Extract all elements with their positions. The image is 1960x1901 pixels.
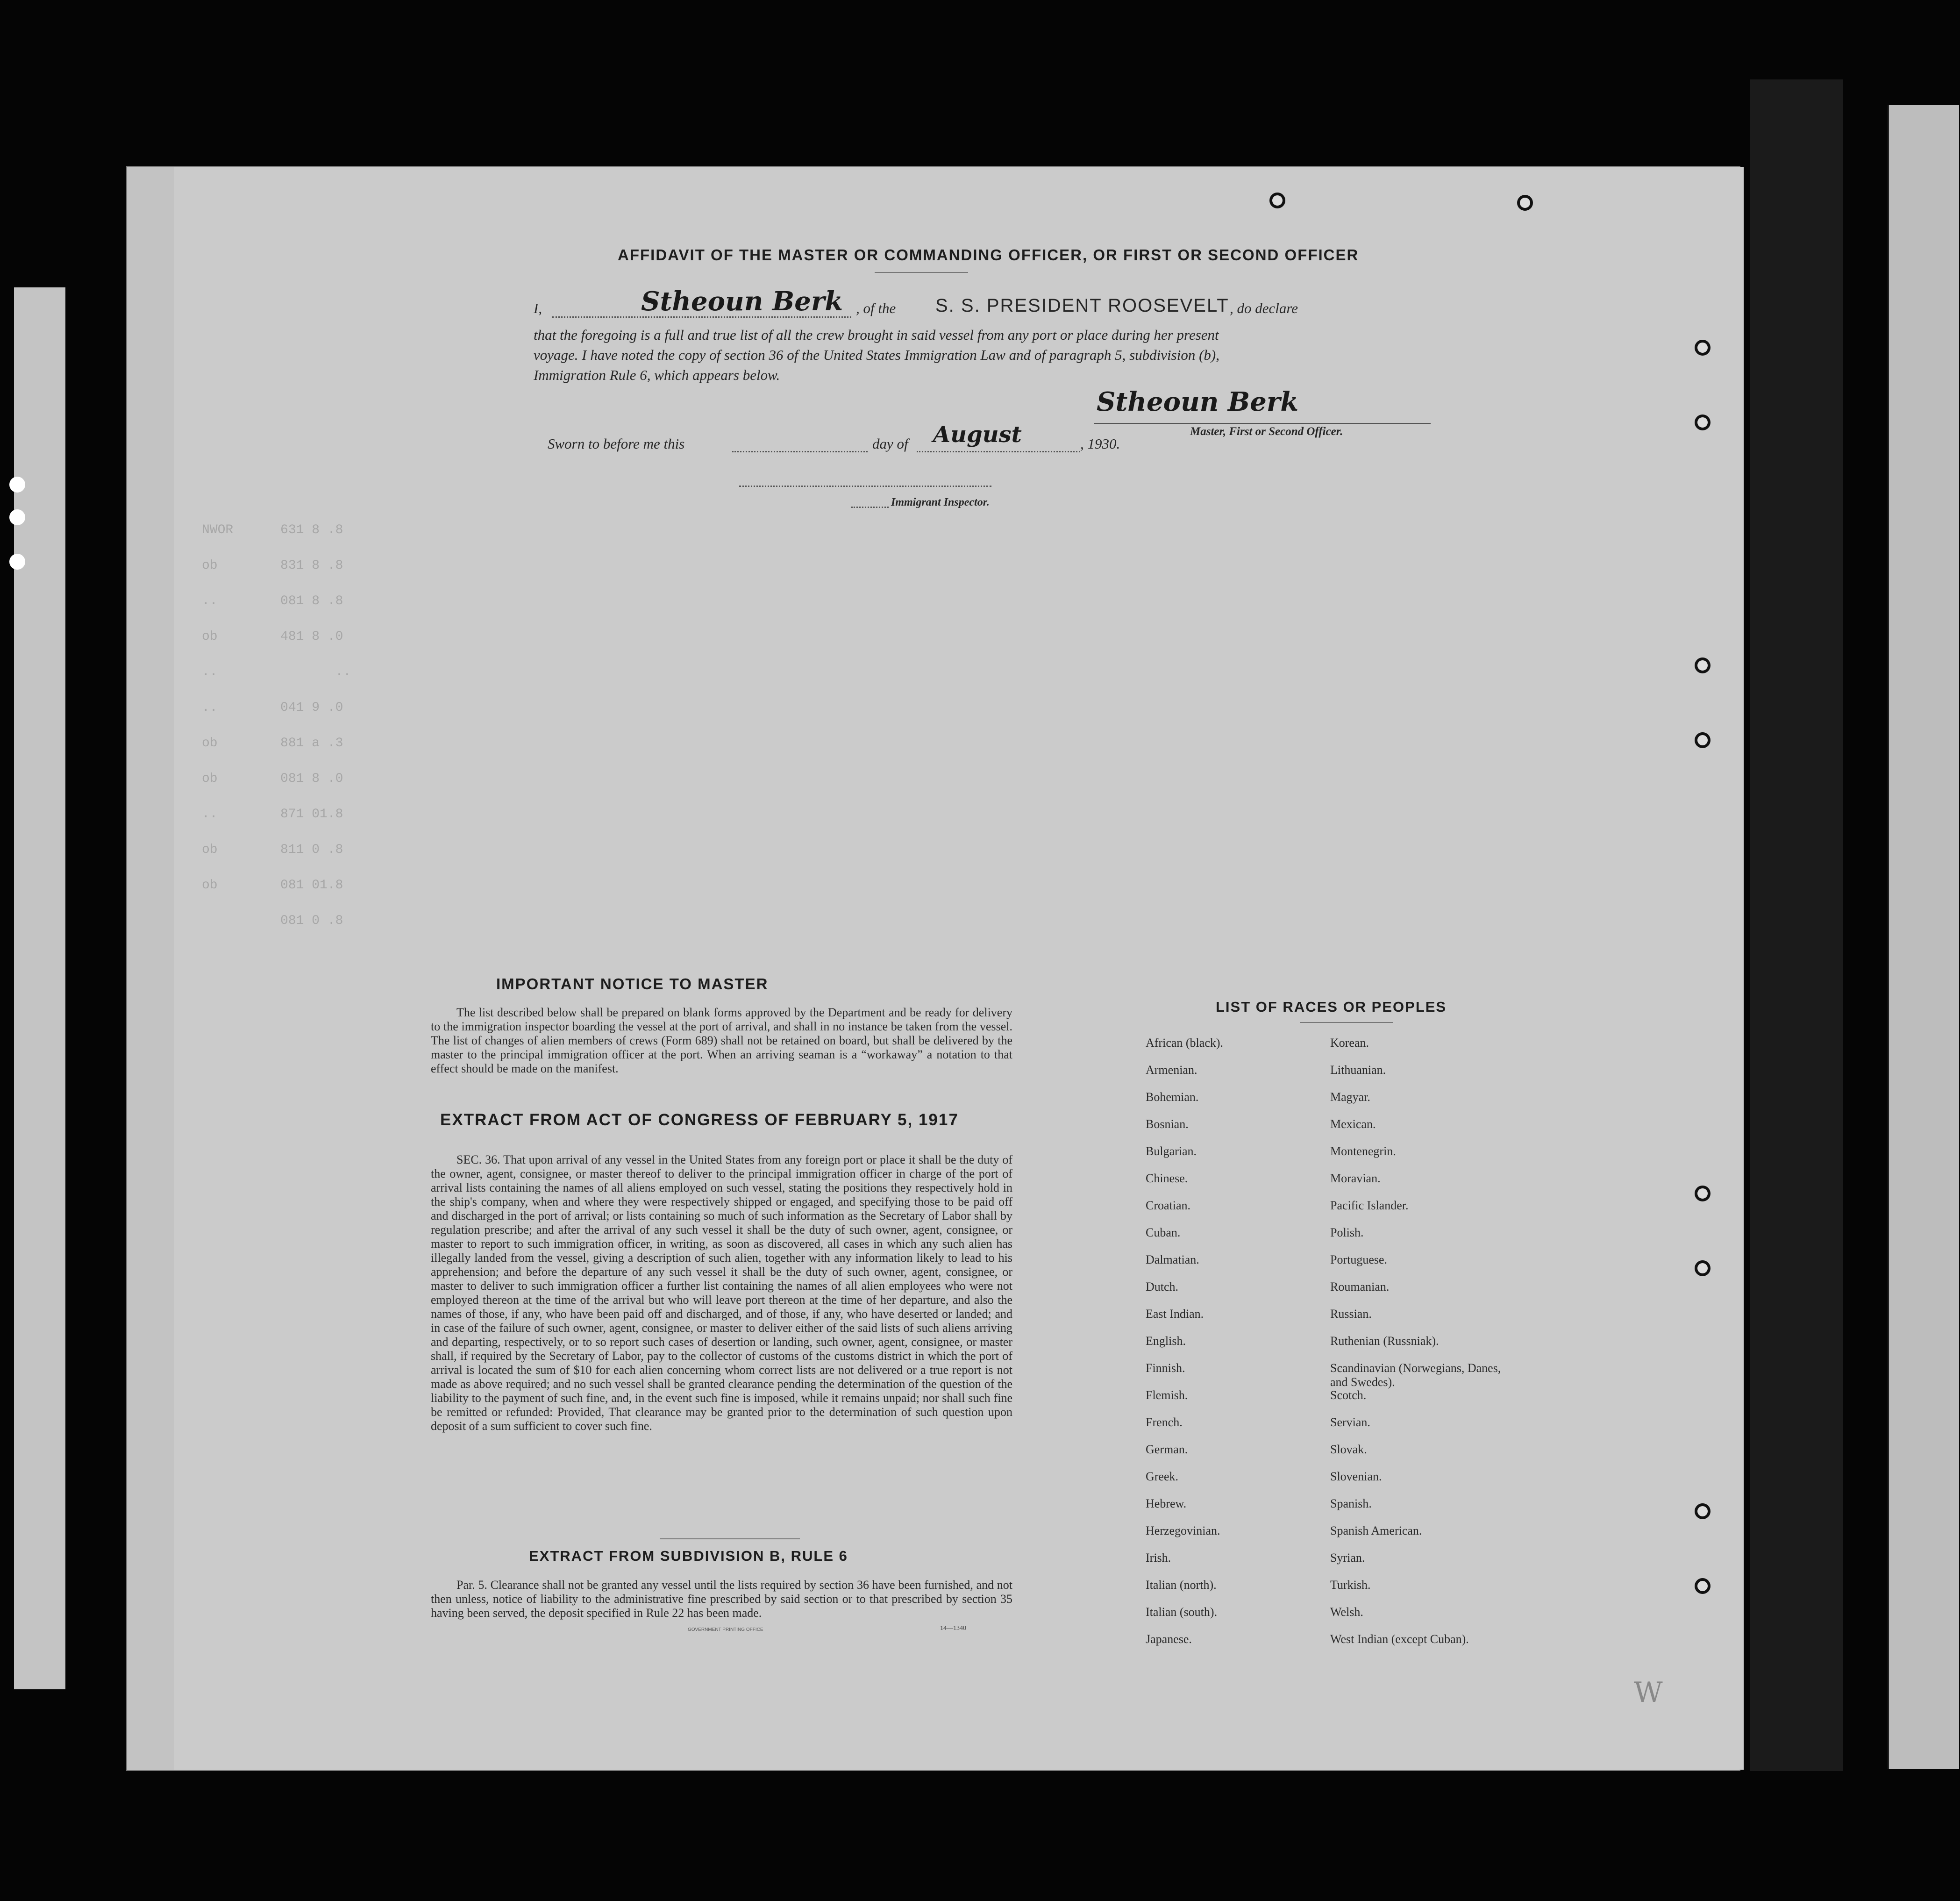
printer-imprint: GOVERNMENT PRINTING OFFICE (688, 1627, 763, 1632)
do-declare-label: , do declare (1230, 300, 1298, 316)
adjacent-page-right (1888, 105, 1959, 1769)
races-rule (1300, 1022, 1393, 1023)
affidavit-line2: that the foregoing is a full and true list of all the crew brought in said vessel from any port or place during her present (534, 327, 1219, 343)
punch-hole (1269, 193, 1285, 208)
race-item: Bosnian. (1146, 1117, 1189, 1131)
manifest-page (126, 166, 1740, 1771)
race-item: Japanese. (1146, 1632, 1192, 1646)
binder-hole (9, 554, 25, 570)
race-item: Magyar. (1330, 1090, 1370, 1104)
race-item: Flemish. (1146, 1388, 1188, 1402)
title-rule (875, 272, 968, 273)
sworn-prefix: Sworn to before me this (548, 436, 685, 452)
race-item: Dutch. (1146, 1280, 1179, 1294)
race-item: Dalmatian. (1146, 1253, 1199, 1266)
race-item: French. (1146, 1415, 1183, 1429)
race-item: Italian (north). (1146, 1578, 1217, 1592)
affidavit-title: AFFIDAVIT OF THE MASTER OR COMMANDING OFFICER, OR FIRST OR SECOND OFFICER (618, 246, 1359, 264)
extract-rule-heading: EXTRACT FROM SUBDIVISION B, RULE 6 (529, 1548, 848, 1564)
races-heading: LIST OF RACES OR PEOPLES (1216, 999, 1447, 1015)
inspector-line (739, 480, 991, 487)
extract-act-heading: EXTRACT FROM ACT OF CONGRESS OF FEBRUARY 5, 1917 (440, 1111, 959, 1129)
sworn-year: , 1930. (1080, 436, 1120, 452)
master-caption: Master, First or Second Officer. (1190, 425, 1343, 438)
adjacent-page-left (14, 287, 65, 1689)
inspector-line-short (851, 501, 889, 508)
race-item: East Indian. (1146, 1307, 1204, 1321)
race-item: Welsh. (1330, 1605, 1363, 1619)
race-item: Spanish American. (1330, 1524, 1422, 1537)
extract-rule-separator (660, 1538, 800, 1539)
affidavit-line1-prefix: I, (534, 300, 542, 316)
binding-edge (1750, 79, 1843, 1771)
races-left-column (1146, 1036, 1328, 1659)
extract-act-text: SEC. 36. That upon arrival of any vessel in the United States from any foreign port or place it shall be the duty of the owner, agent, consignee, or master thereof to deliver to the principal immigration officer in charge of the port of arrival lists containing the names of all aliens employed on such vessel, stating the positions they respectively hold in the ship's company, when and where they were respectively shipped or engaged, and specifying those to be paid off and discharged in the port of arrival; or lists containing so much of such information as the Secretary of Labor shall by regulation prescribe; and after the arrival of any such vessel it shall be the duty of such owner, agent, consignee, or master to report to such immigration officer, in writing, as soon as discovered, all cases in which any such alien has illegally landed from the vessel, giving a description of such alien, together with any information likely to lead to his apprehension; and before the departure of any such vessel it shall be the duty of such owner, agent, consignee, or master to deliver to such immigration officer a further list containing the names of all alien employees who were not employed thereon at the time of the arrival but who will leave port thereon at the time of her departure, and also the names of those, if any, who have been paid off and discharged, and of those, if any, who have deserted or landed; and in case of the failure of such owner, agent, consignee, or master to deliver either of the said lists of such aliens arriving and departing, respectively, or to so report such cases of desertion or landing, such owner, agent, consignee, or master shall, if required by the Secretary of Labor, pay to the collector of customs of the customs district in which the port of arrival is located the sum of $10 for each alien concerning whom correct lists are not delivered or a true report is not made as above required; and no such vessel shall be granted clearance pending the determination of the question of the liability to the payment of such fine, and, in the event such fine is imposed, while it remains unpaid; nor shall such fine be remitted or refunded: Provided, That clearance may be granted prior to the determination of such question upon deposit of a sum sufficient to cover such fine. (431, 1153, 1012, 1433)
affidavit-line3: voyage. I have noted the copy of section 36 of the United States Immigration Law and of paragraph 5, subdivision (b), (534, 347, 1219, 363)
day-of-label: day of (872, 436, 908, 452)
race-item: Syrian. (1330, 1551, 1365, 1565)
race-item: English. (1146, 1334, 1186, 1348)
of-the-label: , of the (856, 300, 896, 316)
race-item: Montenegrin. (1330, 1144, 1396, 1158)
sworn-month: August (933, 422, 1022, 448)
punch-hole (1695, 1260, 1711, 1276)
race-item: Moravian. (1330, 1172, 1381, 1185)
race-item: Chinese. (1146, 1172, 1188, 1185)
race-item: Mexican. (1330, 1117, 1376, 1131)
race-item: African (black). (1146, 1036, 1224, 1050)
race-item: Polish. (1330, 1226, 1364, 1239)
race-item: Scotch. (1330, 1388, 1367, 1402)
binder-hole (9, 509, 25, 525)
master-signature-line (1094, 423, 1431, 424)
race-item: Slovenian. (1330, 1470, 1382, 1483)
race-item: Finnish. (1146, 1361, 1185, 1375)
race-item: Korean. (1330, 1036, 1369, 1050)
race-item: Irish. (1146, 1551, 1171, 1565)
race-item: Italian (south). (1146, 1605, 1218, 1619)
race-item: Roumanian. (1330, 1280, 1390, 1294)
race-item: Scandinavian (Norwegians, Danes, and Swedes). (1330, 1361, 1501, 1389)
officer-signature: Stheoun Berk (641, 286, 843, 317)
races-right-column (1330, 1036, 1512, 1659)
race-item: Hebrew. (1146, 1497, 1187, 1510)
punch-hole (1695, 1503, 1711, 1519)
affidavit-line4: Immigration Rule 6, which appears below. (534, 367, 780, 383)
race-item: Slovak. (1330, 1443, 1367, 1456)
inspector-caption: Immigrant Inspector. (891, 496, 990, 508)
paper-sheet (174, 167, 1744, 1770)
punch-hole (1695, 732, 1711, 748)
race-item: Servian. (1330, 1415, 1370, 1429)
race-item: Greek. (1146, 1470, 1179, 1483)
race-item: Bulgarian. (1146, 1144, 1197, 1158)
race-item: Armenian. (1146, 1063, 1197, 1077)
race-item: Croatian. (1146, 1199, 1191, 1212)
notice-heading: IMPORTANT NOTICE TO MASTER (496, 975, 769, 993)
vessel-name: S. S. PRESIDENT ROOSEVELT (935, 295, 1229, 316)
race-item: Pacific Islander. (1330, 1199, 1409, 1212)
race-item: Russian. (1330, 1307, 1372, 1321)
punch-hole (1695, 657, 1711, 673)
punch-hole (1695, 340, 1711, 356)
punch-hole (1695, 415, 1711, 430)
race-item: German. (1146, 1443, 1188, 1456)
punch-hole (1517, 195, 1533, 211)
master-signature: Stheoun Berk (1097, 386, 1299, 417)
notice-text: The list described below shall be prepared on blank forms approved by the Department and be ready for delivery to the immigration inspector boarding the vessel at the port of arrival, and shall in no instance be taken from the vessel. The list of changes of alien members of crews (Form 689) shall not be retained on board, but shall be delivered by the master to the principal immigration officer at the port. When an arriving seaman is a “workaway” a notation to that effect should be made on the manifest. (431, 1006, 1012, 1075)
race-item: Turkish. (1330, 1578, 1371, 1592)
race-item: Portuguese. (1330, 1253, 1388, 1266)
binder-hole (9, 477, 25, 493)
race-item: Herzegovinian. (1146, 1524, 1220, 1537)
corner-pencil-mark: W (1634, 1676, 1663, 1709)
race-item: Bohemian. (1146, 1090, 1199, 1104)
day-line (732, 443, 868, 452)
race-item: Lithuanian. (1330, 1063, 1386, 1077)
bleed-through-marks: NWOR 631 8 .8 ob 831 8 .8 .. 081 8 .8 ob 481 8 .0 .. .. .. 041 9 .0 ob 881 a .3 ob 081 8 .0 .. 871 01.8 ob 811 0 .8 ob 081 01.8 081 0 .8 (202, 523, 351, 928)
race-item: Ruthenian (Russniak). (1330, 1334, 1439, 1348)
punch-hole (1695, 1186, 1711, 1201)
punch-hole (1695, 1578, 1711, 1594)
race-item: Spanish. (1330, 1497, 1372, 1510)
race-item: Cuban. (1146, 1226, 1181, 1239)
race-item: West Indian (except Cuban). (1330, 1632, 1469, 1646)
form-number: 14—1340 (940, 1625, 966, 1632)
extract-rule-text: Par. 5. Clearance shall not be granted any vessel until the lists required by section 36 have been furnished, and not then unless, notice of liability to the administrative fine prescribed by said section or to that prescribed by section 35 having been served, the deposit specified in Rule 22 has been made. (431, 1578, 1012, 1620)
